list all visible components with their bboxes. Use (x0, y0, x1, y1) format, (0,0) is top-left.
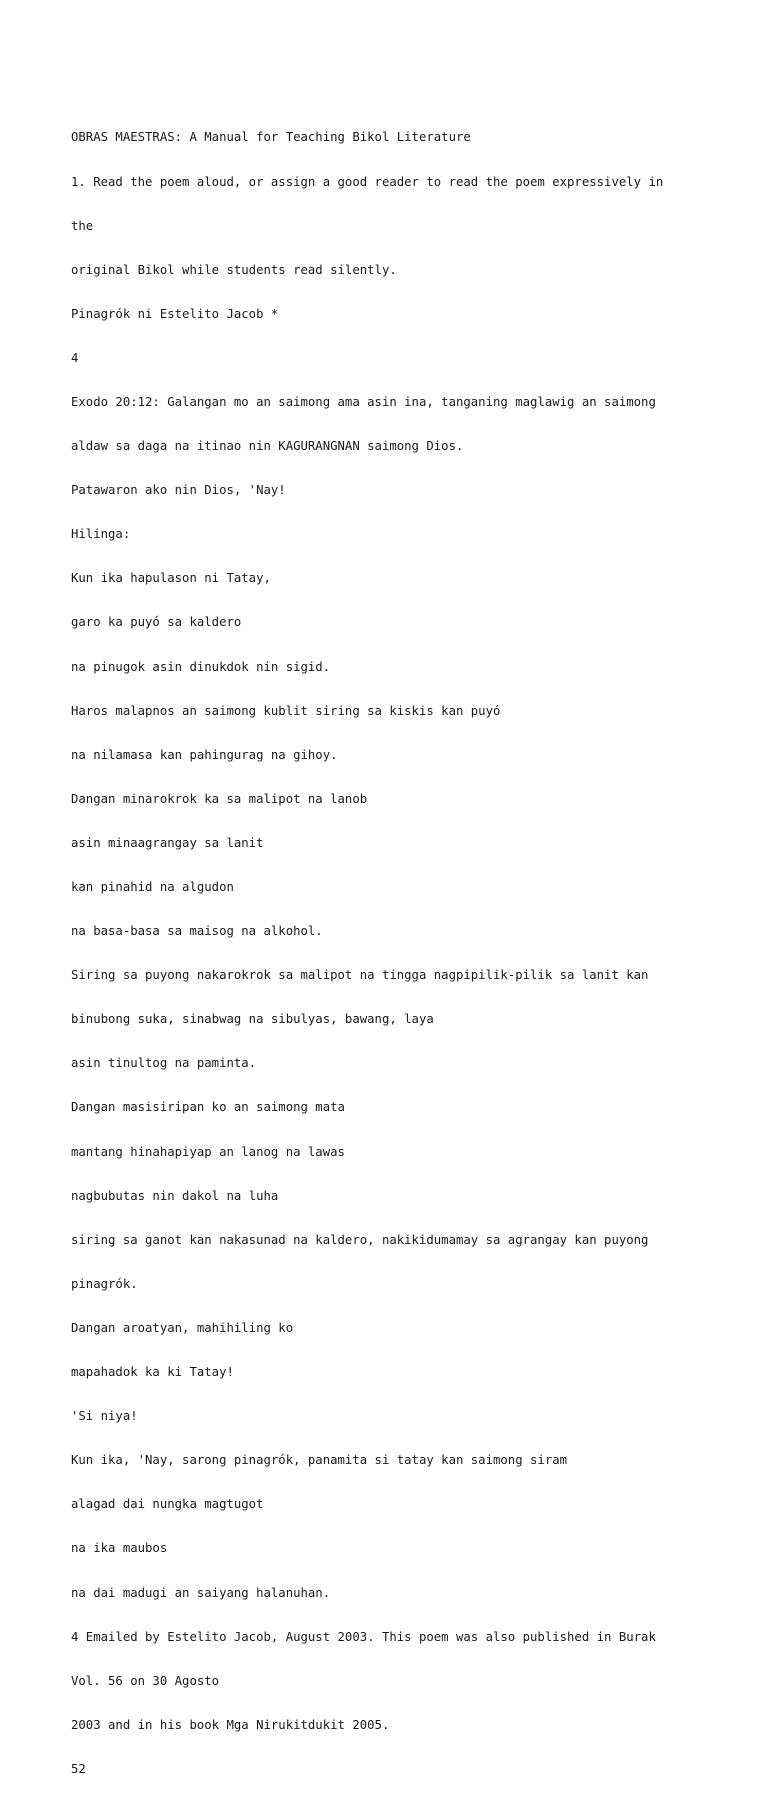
poem-line: mantang hinahapiyap an lanog na lawas (71, 1144, 345, 1159)
epigraph-line: aldaw sa daga na itinao nin KAGURANGNAN saimong Dios. (71, 439, 464, 454)
poem-line: nagbubutas nin dakol na luha (71, 1188, 279, 1203)
poem-title: Pinagrók ni Estelito Jacob * (71, 306, 279, 321)
page-number: 52 (71, 1761, 86, 1776)
footnote-marker: 4 (71, 350, 79, 365)
poem-line: asin tinultog na paminta. (71, 1056, 257, 1071)
poem-line: mapahadok ka ki Tatay! (71, 1365, 234, 1380)
poem-line: Siring sa puyong nakarokrok sa malipot na tingga nagpipilik-pilik sa lanit kan (71, 968, 649, 983)
footnote-line: Vol. 56 on 30 Agosto (71, 1673, 220, 1688)
poem-line: asin minaagrangay sa lanit (71, 835, 264, 850)
poem-line: na dai madugi an saiyang halanuhan. (71, 1585, 331, 1600)
poem-line: pinagrók. (71, 1276, 138, 1291)
footnote-line: 2003 and in his book Mga Nirukitdukit 2005. (71, 1717, 390, 1732)
poem-line: binubong suka, sinabwag na sibulyas, bawang, laya (71, 1012, 434, 1027)
footnote-line: 4 Emailed by Estelito Jacob, August 2003. This poem was also published in Burak (71, 1629, 656, 1644)
poem-line: Kun ika, 'Nay, sarong pinagrók, panamita si tatay kan saimong siram (71, 1453, 568, 1468)
instruction-line: original Bikol while students read silently. (71, 262, 397, 277)
poem-line: Dangan aroatyan, mahihiling ko (71, 1320, 294, 1335)
header-title: OBRAS MAESTRAS: A Manual for Teaching Bikol Literature (71, 130, 471, 145)
poem-line: alagad dai nungka magtugot (71, 1497, 264, 1512)
poem-line: 'Si niya! (71, 1409, 138, 1424)
poem-line: Dangan masisiripan ko an saimong mata (71, 1100, 345, 1115)
instruction-line: the (71, 218, 94, 233)
poem-line: Dangan minarokrok ka sa malipot na lanob (71, 791, 368, 806)
poem-line: Patawaron ako nin Dios, 'Nay! (71, 483, 286, 498)
poem-line: Haros malapnos an saimong kublit siring sa kiskis kan puyó (71, 703, 501, 718)
poem-line: na ika maubos (71, 1541, 168, 1556)
poem-line: siring sa ganot kan nakasunad na kaldero, nakikidumamay sa agrangay kan puyong (71, 1232, 649, 1247)
poem-line: na basa-basa sa maisog na alkohol. (71, 924, 323, 939)
poem-line: garo ka puyó sa kaldero (71, 615, 242, 630)
poem-line: na nilamasa kan pahingurag na gihoy. (71, 747, 338, 762)
epigraph-line: Exodo 20:12: Galangan mo an saimong ama asin ina, tanganing maglawig an saimong (71, 394, 656, 409)
instruction-line: 1. Read the poem aloud, or assign a good reader to read the poem expressively in (71, 174, 664, 189)
document-text (71, 101, 691, 1806)
poem-line: na pinugok asin dinukdok nin sigid. (71, 659, 331, 674)
poem-line: Kun ika hapulason ni Tatay, (71, 571, 271, 586)
poem-line: Hilinga: (71, 527, 131, 542)
poem-line: kan pinahid na algudon (71, 880, 234, 894)
